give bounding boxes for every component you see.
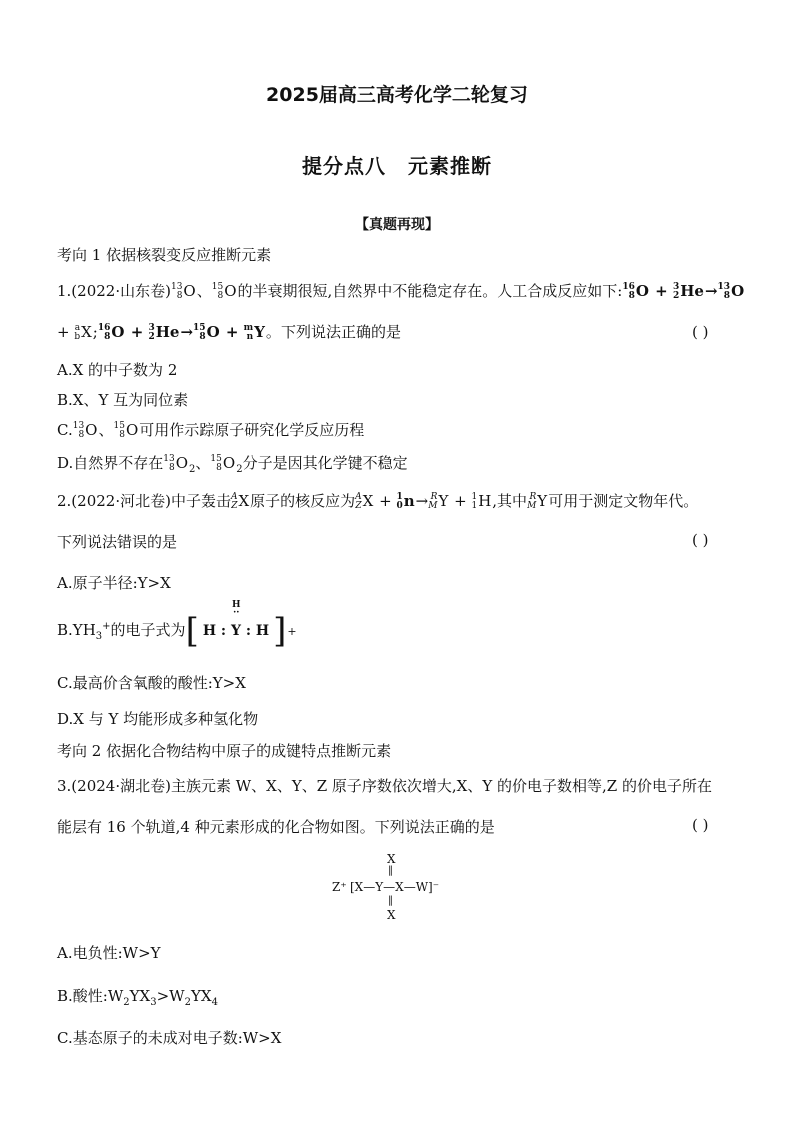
struct-top-x: X (387, 852, 396, 866)
q1-option-c: C. 13 8 O、 15 8 O可用作示踪原子研究化学反应历程 (57, 421, 365, 440)
q2-option-a: A.原子半径:Y>X (57, 574, 171, 592)
topic-2-heading: 考向 2 依据化合物结构中原子的成键特点推断元素 (57, 742, 392, 760)
compound-structure-figure (330, 852, 480, 922)
struct-double-bond-bottom: ‖ (388, 895, 393, 906)
question-1-line-1: 1.(2022·山东卷) 13 8 O、 15 8 O的半衰期很短,自然界中不能稳定存在。人工合成反应如下: 16 8 O + 3 2 He→ 13 8 O (57, 282, 745, 301)
q2-option-d: D.X 与 Y 均能形成多种氢化物 (57, 710, 259, 728)
struct-double-bond-top: ‖ (388, 865, 393, 876)
q2-option-b: $B.YH_3^+$的电子式为 [ H : H ·· Y : H ] + (57, 600, 297, 651)
q3-option-b: B.酸性$:W_2YX_3>W_2YX_4$ (57, 987, 218, 1008)
section-title-right: 元素推断 (408, 154, 492, 178)
q1-option-d: D.自然界不存在 13 8 $O_2$、 15 8 $O_2$分子是因其化学键不稳定 (57, 454, 408, 475)
question-1-line-2: + a b X; 16 8 O + 3 2 He→ 15 8 O + m n Y。下列说法正确的是 (57, 323, 401, 342)
section-title-left: 提分点八 (302, 154, 386, 178)
question-3-line-1: 3.(2024·湖北卷)主族元素 W、X、Y、Z 原子序数依次增大,X、Y 的价电子数相等,Z 的价电子所在 (57, 777, 712, 795)
q1-option-b: B.X、Y 互为同位素 (57, 391, 189, 409)
document-title: 2025届高三高考化学二轮复习 (266, 84, 528, 106)
struct-bottom-x: X (387, 908, 396, 922)
q2-option-c: C.最高价含氧酸的酸性:Y>X (57, 674, 246, 692)
lewis-structure: [ H : H ·· Y : H ] + (185, 600, 297, 651)
subheader: 【真题再现】 (355, 217, 439, 233)
question-2-line-2: 下列说法错误的是 (57, 533, 178, 551)
struct-main-row: [X—Y—X—W]⁻ (350, 880, 440, 894)
answer-bracket-2: ( ) (692, 531, 709, 549)
struct-cation: Z⁺ (332, 880, 347, 894)
section-title (0, 150, 794, 179)
q3-option-a: A.电负性:W>Y (57, 944, 161, 962)
answer-bracket-3: ( ) (692, 816, 709, 834)
q1-option-a: A.X 的中子数为 2 (57, 361, 178, 379)
answer-bracket-1: ( ) (692, 323, 709, 341)
question-3-line-2: 能层有 16 个轨道,4 种元素形成的化合物如图。下列说法正确的是 (57, 818, 495, 836)
topic-1-heading: 考向 1 依据核裂变反应推断元素 (57, 246, 272, 264)
question-2-line-1: 2.(2022·河北卷)中子轰击 A Z X原子的核反应为 A Z X + 1 0 n→ R M Y + 1 1 H,其中 R M Y可用于测定文物年代。 (57, 492, 699, 511)
q3-option-c: C.基态原子的未成对电子数:W>X (57, 1029, 282, 1047)
